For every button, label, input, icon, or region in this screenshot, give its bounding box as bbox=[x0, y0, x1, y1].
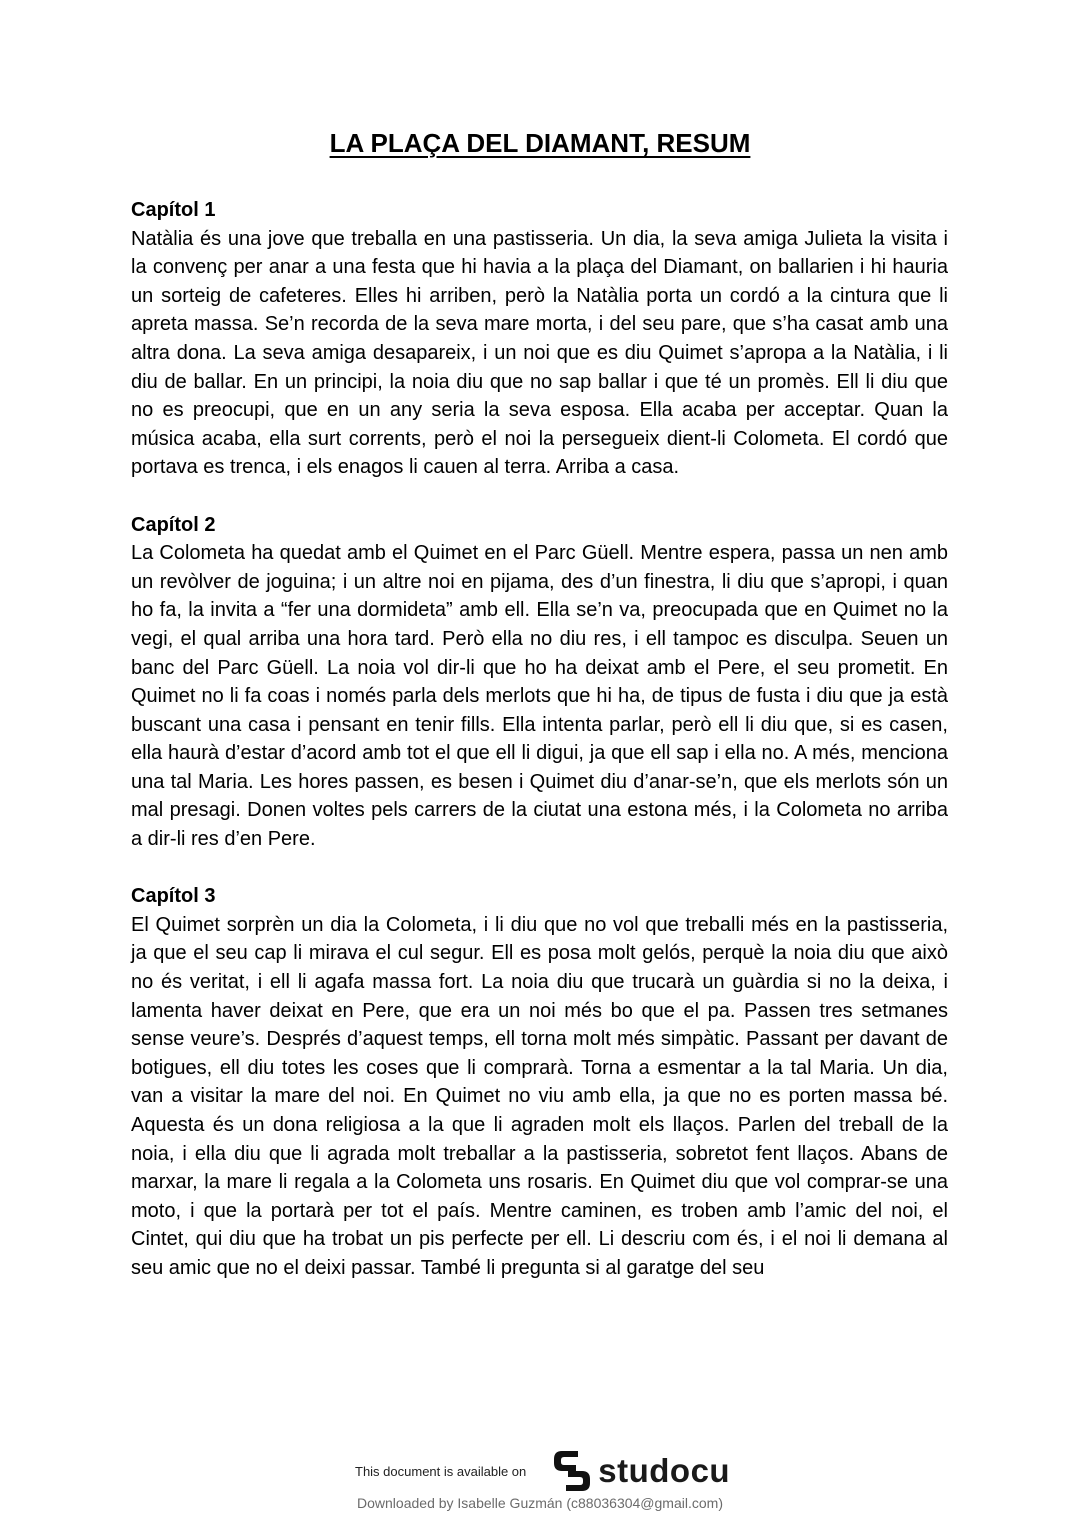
footer bbox=[0, 1445, 1080, 1525]
studocu-logo-icon bbox=[552, 1449, 592, 1493]
footer-availability bbox=[355, 1445, 730, 1497]
chapter-section bbox=[131, 196, 948, 482]
chapter-text: La Colometa ha quedat amb el Quimet en el Parc Güell. Mentre espera, passa un nen amb un revòlver de joguina; i un altre noi en pijama, des d’un finestra, li diu que s’apropi, i quan ho fa, la invita a “fer una dormideta” amb ell. Ella se’n va, preocupada que en Quimet no la vegi, el qual arriba una hora tard. Però ella no diu res, i ell tampoc es disculpa. Seuen un banc del Parc Güell. La noia vol dir-li que ho ha deixat amb el Pere, el seu prometit. En Quimet no li fa coas i només parla dels merlots que hi ha, de tipus de fusta i diu que ja està buscant una casa i pensant en tenir fills. Ella intenta parlar, però ell li diu que, si es casen, ella haurà d’estar d’acord amb tot el que ell li digui, ja que ell sap i ella no. A més, menciona una tal Maria. Les hores passen, es besen i Quimet diu d’anar-se’n, que els merlots són un mal presagi. Donen voltes pels carrers de la ciutat una estona més, i la Colometa no arriba a dir-li res d’en Pere. bbox=[131, 542, 948, 851]
downloaded-by-text: Downloaded by Isabelle Guzmán (c88036304@gmail.com) bbox=[357, 1495, 723, 1511]
studocu-logo-text: studocu bbox=[598, 1452, 731, 1489]
chapter-text: El Quimet sorprèn un dia la Colometa, i li diu que no vol que treballi més en la pastisseria, ja que el seu cap li mirava el cul segur. Ell es posa molt gelós, perquè la noia diu que això no és veritat, i ell li agafa massa fort. La noia diu que trucarà un guàrdia si no la deixa, i lamenta haver deixat en Pere, que era un noi més bo que el pa. Passen tres setmanes sense veure’s. Després d’aquest temps, ell torna molt més simpàtic. Passant per davant de botigues, ell diu totes les coses que li comprarà. Torna a esmentar a la tal Maria. Un dia, van a visitar la mare del noi. En Quimet no viu amb ella, ja que no es porten massa bé. Aquesta és un dona religiosa a la que li agraden molt els llaços. Parlen del treball de la noia, i ella diu que li agrada molt treballar a la pastisseria, sobretot fent llaços. Abans de marxar, la mare li regala a la Colometa uns rosaris. En Quimet diu que vol comprar-se una moto, i que la portarà per tot el país. Mentre caminen, es troben amb l’amic del noi, el Cintet, qui diu que ha trobat un pis perfecte per ell. Li descriu com és, i el noi li demana al seu amic que no el deixi passar. També li pregunta si al garatge del seu bbox=[131, 913, 948, 1279]
chapter-heading: Capítol 2 bbox=[131, 513, 216, 536]
chapter-text: Natàlia és una jove que treballa en una pastisseria. Un dia, la seva amiga Julieta la visita i la convenç per anar a una festa que hi havia a la plaça del Diamant, on ballarien i hi hauria un sorteig de cafeteres. Elles hi arriben, però la Natàlia porta un cordó a la cintura que li apreta massa. Se’n recorda de la seva mare morta, i del seu pare, que s’ha casat amb una altra dona. La seva amiga desapareix, i un noi que es diu Quimet s’apropa a la Natàlia, i li diu de ballar. En un principi, la noia diu que no sap ballar i que té un promès. Ell li diu que no es preocupi, que en un any seria la seva esposa. Ella acaba per acceptar. Quan la música acaba, ella surt corrents, però el noi la persegueix dient-li Colometa. El cordó que portava es trenca, i els enagos li cauen al terra. Arriba a casa. bbox=[131, 227, 948, 479]
studocu-logo-link[interactable] bbox=[552, 1449, 730, 1493]
document-title: LA PLAÇA DEL DIAMANT, RESUM bbox=[329, 128, 751, 158]
chapter-section bbox=[131, 511, 948, 854]
document-content bbox=[131, 196, 948, 1311]
chapter-heading: Capítol 1 bbox=[131, 199, 216, 221]
chapter-section bbox=[131, 882, 948, 1282]
chapter-heading: Capítol 3 bbox=[131, 885, 216, 908]
available-on-text: This document is available on bbox=[355, 1463, 527, 1479]
